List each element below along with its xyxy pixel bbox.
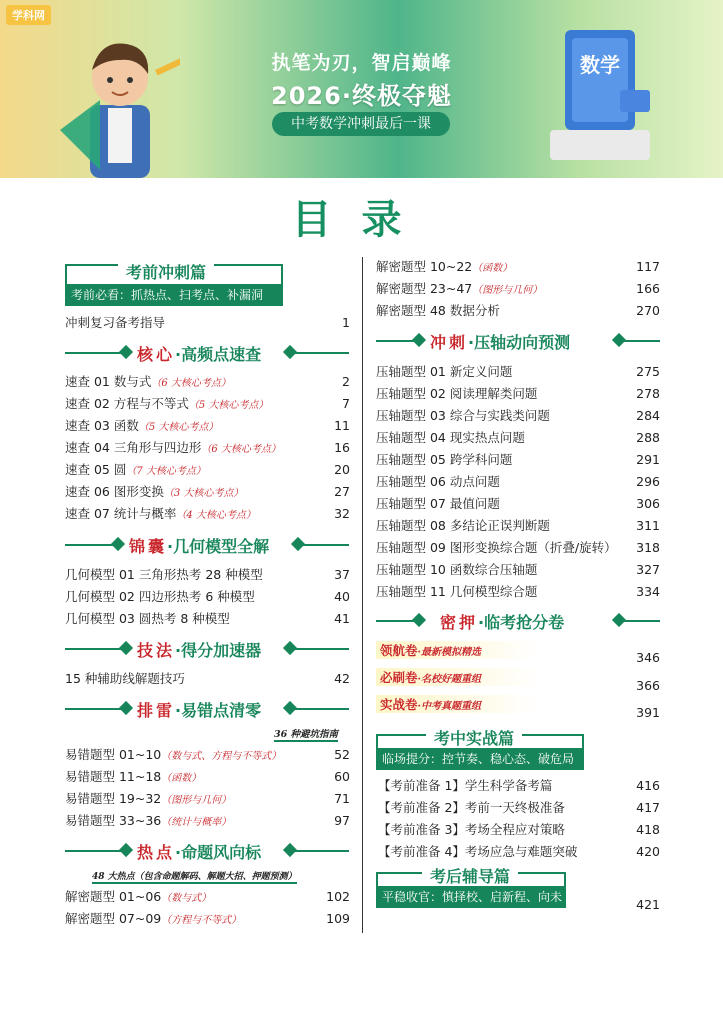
toc-label: 领航卷: [380, 643, 418, 658]
box-title: 考后辅导篇: [422, 864, 518, 887]
toc-label: 几何模型 02 四边形热考 6 种模型: [65, 589, 255, 604]
section-note: 36 种避坑指南: [274, 726, 338, 742]
toc-note: （函数）: [161, 773, 202, 784]
toc-page: 40: [334, 589, 350, 604]
page-title: 目录: [291, 197, 432, 243]
toc-page: 417: [636, 800, 660, 815]
toc-note: ·名校好题重组: [417, 674, 481, 685]
toc-label: 易错题型 01~10: [65, 747, 162, 762]
toc-label: 压轴题型 10 函数综合压轴题: [376, 562, 538, 577]
box-subtitle-bar: 平稳收官：慎择校、启新程、向未来: [376, 886, 566, 908]
toc-page: 416: [636, 778, 660, 793]
toc-label: 速查 01 数与式: [65, 374, 152, 389]
section-keyword: 技法: [137, 641, 176, 660]
toc-label: 易错题型 11~18: [65, 769, 162, 784]
toc-label: 解密题型 23~47: [376, 281, 473, 296]
toc-page: 16: [334, 440, 350, 455]
toc-page: 275: [636, 364, 660, 379]
toc-page: 37: [334, 567, 350, 582]
toc-note: （图形与几何）: [472, 285, 543, 296]
toc-page: 296: [636, 474, 660, 489]
toc-label: 解密题型 48 数据分析: [376, 303, 500, 318]
toc-page: 41: [334, 611, 350, 626]
toc-label: 易错题型 33~36: [65, 813, 162, 828]
toc-page: 97: [334, 813, 350, 828]
toc-note: （统计与概率）: [161, 817, 232, 828]
toc-note: （4 大核心考点）: [176, 510, 256, 521]
section-header-core: [65, 340, 350, 366]
toc-page: 420: [636, 844, 660, 859]
toc-page: 71: [334, 791, 350, 806]
toc-label: 速查 04 三角形与四边形: [65, 440, 202, 455]
section-header-tips: [65, 532, 350, 558]
toc-label: 压轴题型 05 跨学科问题: [376, 452, 513, 467]
box-title: 考前冲刺篇: [118, 260, 214, 283]
box-subtitle-bar: 考前必看：抓热点、扫考点、补漏洞: [65, 284, 283, 306]
toc-label: 压轴题型 08 多结论正误判断题: [376, 518, 550, 533]
toc-label: 【考前准备 3】考场全程应对策略: [378, 822, 565, 837]
toc-label: 速查 03 函数: [65, 418, 139, 433]
toc-page: 20: [334, 462, 350, 477]
section-title: ·压轴动向预测: [468, 333, 571, 352]
toc-label: 易错题型 19~32: [65, 791, 162, 806]
toc-label: 解密题型 01~06: [65, 889, 162, 904]
toc-label: 几何模型 01 三角形热考 28 种模型: [65, 567, 263, 582]
section-keyword: 核心: [137, 345, 176, 364]
header-banner: [0, 0, 723, 178]
column-divider: [362, 257, 363, 933]
toc-note: （6 大核心考点）: [151, 378, 231, 389]
section-keyword: 热点: [137, 843, 176, 862]
toc-page: 327: [636, 562, 660, 577]
toc-label: 速查 07 统计与概率: [65, 506, 177, 521]
toc-page: 166: [636, 281, 660, 296]
toc-page: 7: [342, 396, 350, 411]
toc-label: 压轴题型 09 图形变换综合题（折叠/旋转）: [376, 540, 617, 555]
section-keyword: 冲刺: [430, 333, 469, 352]
toc-label: 压轴题型 11 几何模型综合题: [376, 584, 538, 599]
toc-page: 32: [334, 506, 350, 521]
toc-note: （函数）: [472, 263, 513, 274]
section-title: ·易错点清零: [175, 701, 262, 720]
section-title: ·命题风向标: [175, 843, 262, 862]
toc-label: 冲刺复习备考指导: [65, 315, 166, 330]
toc-page: 2: [342, 374, 350, 389]
toc-label: 【考前准备 1】学生科学备考篇: [378, 778, 553, 793]
toc-label: 压轴题型 04 现实热点问题: [376, 430, 525, 445]
section-keyword: 密押: [440, 613, 479, 632]
toc-page: 346: [636, 650, 660, 665]
toc-label: 实战卷: [380, 697, 418, 712]
toc-label: 【考前准备 2】考前一天终极准备: [378, 800, 565, 815]
toc-note: （数与式、方程与不等式）: [161, 751, 282, 762]
toc-page: 421: [636, 897, 660, 912]
toc-note: （6 大核心考点）: [201, 444, 281, 455]
section-header-final-predictions: [376, 328, 660, 354]
box-subtitle-bar: 临场提分：控节奏、稳心态、破危局: [376, 748, 584, 770]
section-note: 48 大热点（包含命题解码、解题大招、押题预测）: [92, 869, 297, 884]
section-header-mock-papers: [376, 608, 660, 634]
toc-label: 15 种辅助线解题技巧: [65, 671, 185, 686]
section-title: ·高频点速查: [175, 345, 262, 364]
toc-label: 压轴题型 01 新定义问题: [376, 364, 513, 379]
toc-page: 109: [326, 911, 350, 926]
toc-page: 311: [636, 518, 660, 533]
toc-page: 391: [636, 705, 660, 720]
toc-note: （数与式）: [161, 893, 212, 904]
toc-note: ·最新模拟精选: [417, 647, 481, 658]
toc-page: 278: [636, 386, 660, 401]
banner-subtitle: 中考数学冲刺最后一课: [272, 112, 450, 136]
toc-page: 270: [636, 303, 660, 318]
toc-page: 418: [636, 822, 660, 837]
section-header-hotspots: [65, 838, 350, 864]
section-title: ·临考抢分卷: [478, 613, 565, 632]
toc-note: （3 大核心考点）: [163, 488, 244, 499]
section-title: ·得分加速器: [175, 641, 262, 660]
toc-label: 速查 06 图形变换: [65, 484, 164, 499]
toc-page: 117: [636, 259, 660, 274]
toc-note: （5 大核心考点）: [138, 422, 219, 433]
toc-page: 11: [334, 418, 350, 433]
toc-page: 52: [334, 747, 350, 762]
toc-page: 42: [334, 671, 350, 686]
toc-page: 366: [636, 678, 660, 693]
toc-note: （图形与几何）: [161, 795, 232, 806]
toc-page: 288: [636, 430, 660, 445]
toc-note: ·中考真题重组: [417, 701, 481, 712]
toc-page: 1: [342, 315, 350, 330]
toc-label: 压轴题型 06 动点问题: [376, 474, 500, 489]
toc-label: 压轴题型 02 阅读理解类问题: [376, 386, 538, 401]
toc-page: 318: [636, 540, 660, 555]
site-logo[interactable]: 学科网: [6, 5, 51, 25]
section-title: ·几何模型全解: [167, 537, 270, 556]
toc-label: 压轴题型 07 最值问题: [376, 496, 500, 511]
toc-label: 速查 02 方程与不等式: [65, 396, 189, 411]
box-title: 考中实战篇: [426, 726, 522, 749]
toc-page: 291: [636, 452, 660, 467]
toc-note: （方程与不等式）: [161, 915, 242, 926]
toc-label: 几何模型 03 圆热考 8 种模型: [65, 611, 230, 626]
toc-note: （5 大核心考点）: [188, 400, 269, 411]
section-header-mistakes: [65, 696, 350, 722]
section-keyword: 排雷: [137, 701, 176, 720]
toc-page: 27: [334, 484, 350, 499]
slogan-line2: 2026·终极夺魁: [271, 82, 452, 110]
toc-label: 速查 05 圆: [65, 462, 127, 477]
section-keyword: 锦囊: [129, 537, 168, 556]
toc-label: 解密题型 07~09: [65, 911, 162, 926]
toc-page: 102: [326, 889, 350, 904]
toc-note: （7 大核心考点）: [126, 466, 206, 477]
toc-label: 【考前准备 4】考场应急与难题突破: [378, 844, 578, 859]
toc-label: 压轴题型 03 综合与实践类问题: [376, 408, 550, 423]
toc-page: 306: [636, 496, 660, 511]
section-header-techniques: [65, 636, 350, 662]
toc-label: 必刷卷: [380, 670, 418, 685]
slogan-line1: 执笔为刃，智启巅峰: [271, 52, 452, 74]
toc-page: 334: [636, 584, 660, 599]
toc-page: 60: [334, 769, 350, 784]
toc-page: 284: [636, 408, 660, 423]
book-label: 数学: [580, 53, 620, 77]
toc-label: 解密题型 10~22: [376, 259, 473, 274]
